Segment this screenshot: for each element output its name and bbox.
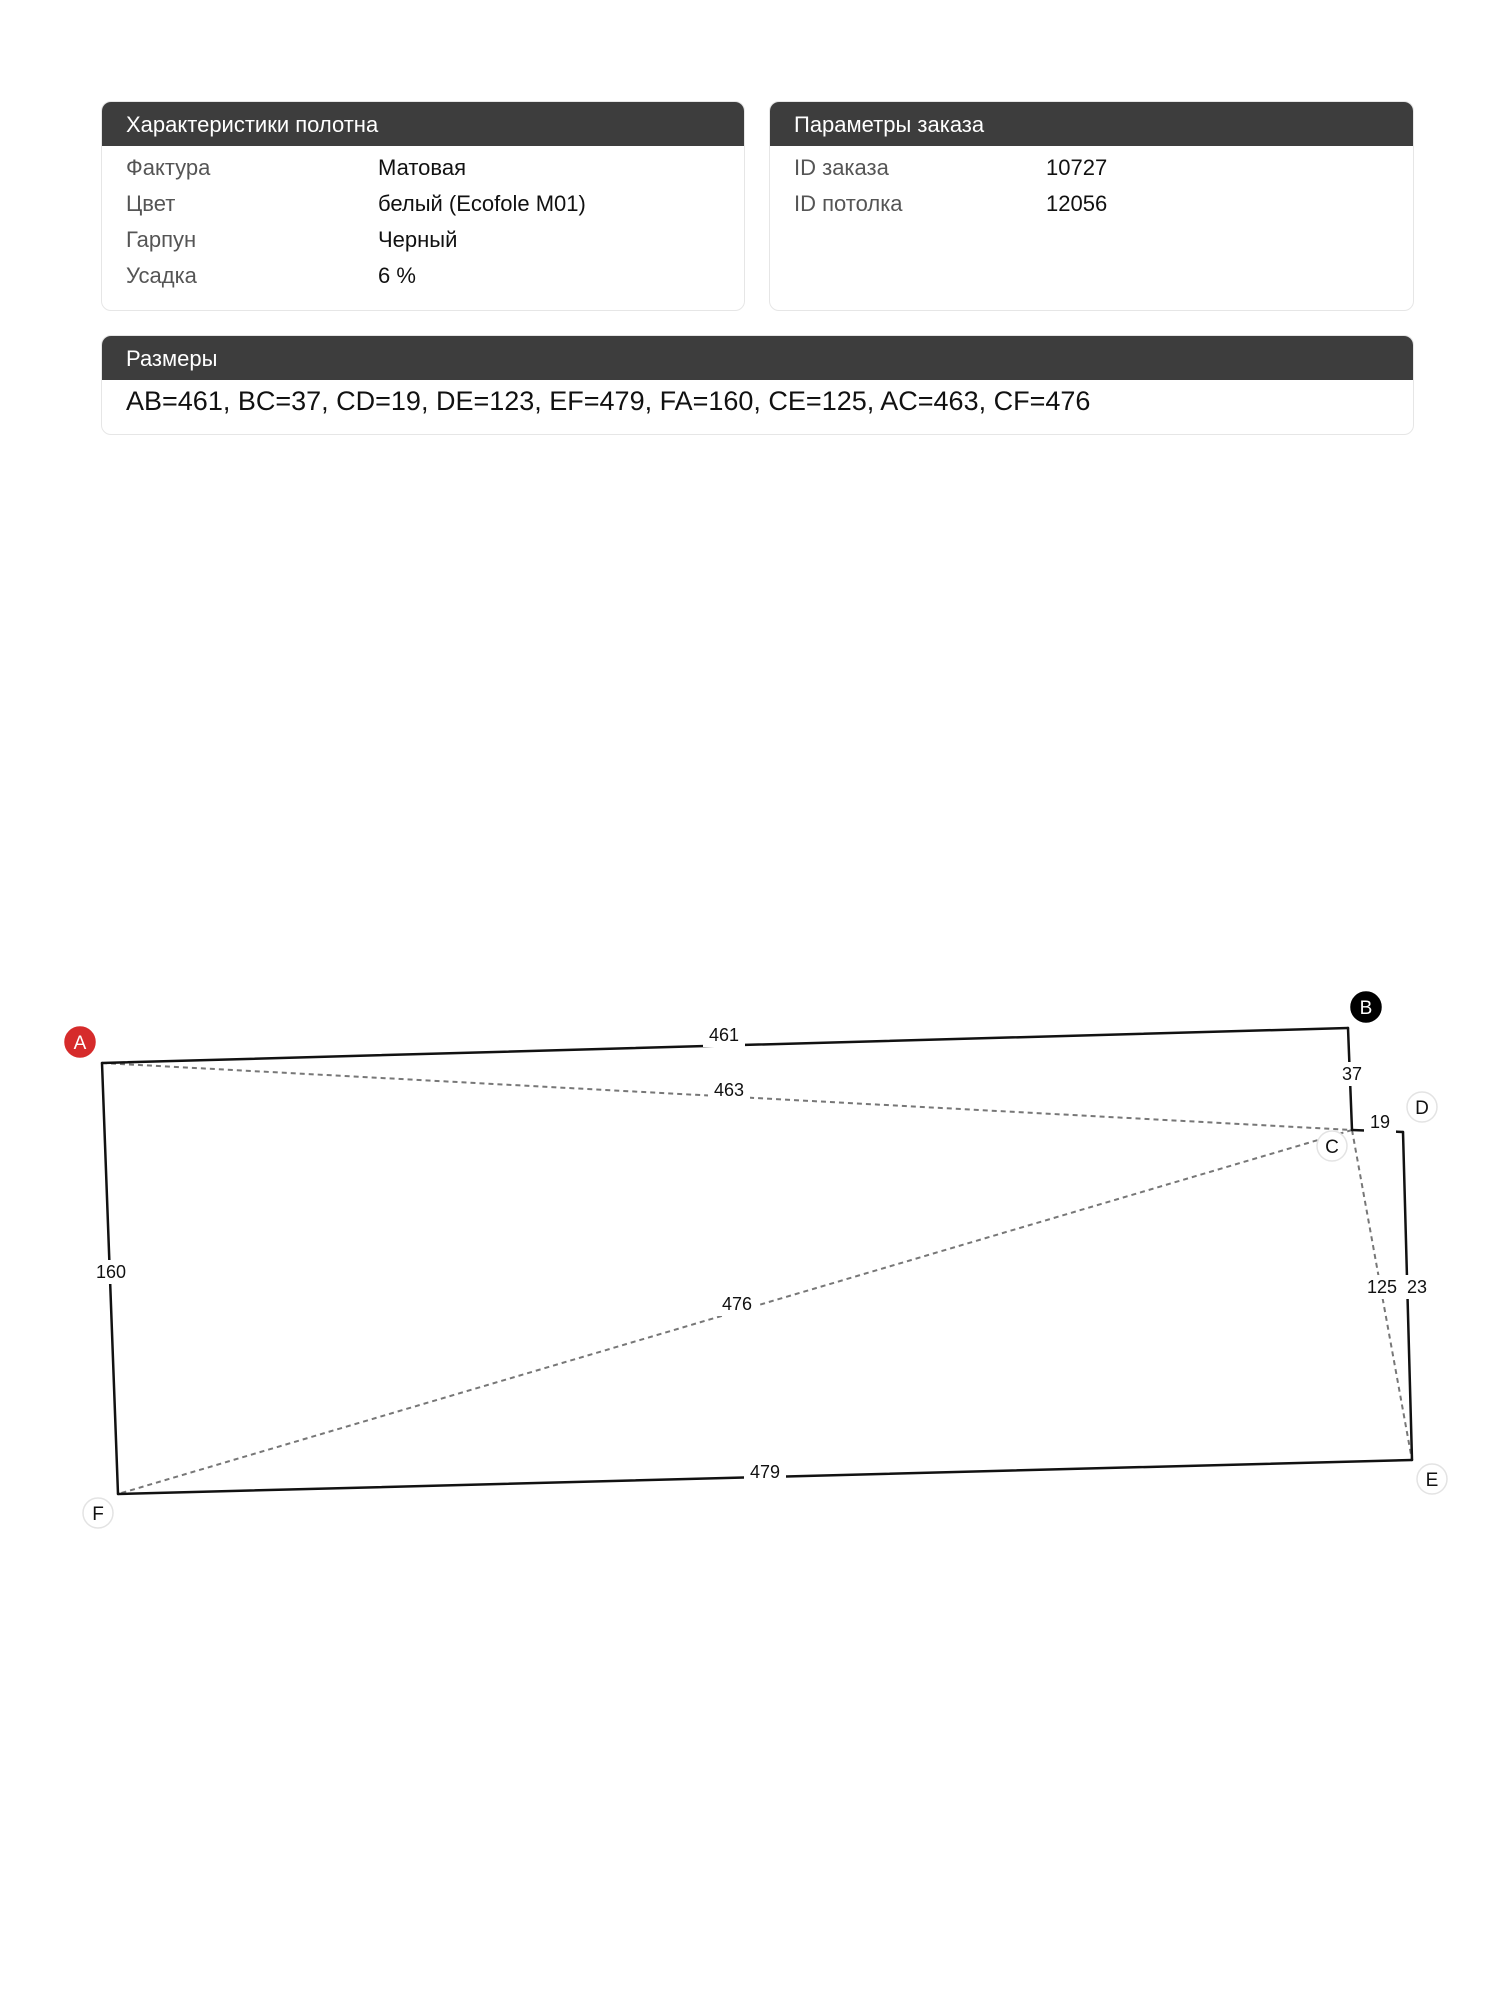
side-fa-label: 160 xyxy=(95,1262,127,1282)
spec-label: Усадка xyxy=(126,263,197,288)
side-de-label: 23 xyxy=(1406,1277,1428,1297)
vertex-d-letter: D xyxy=(1415,1098,1429,1119)
spec-label: Гарпун xyxy=(126,227,197,252)
side-bc-label: 37 xyxy=(1341,1064,1363,1084)
diagonal-ac-label: 463 xyxy=(713,1080,745,1100)
spec-label: Фактура xyxy=(126,155,211,180)
order-value: 12056 xyxy=(1046,191,1108,216)
side-cd-label: 19 xyxy=(1369,1112,1391,1132)
vertex-a-letter: A xyxy=(73,1033,87,1054)
spec-value: белый (Ecofole M01) xyxy=(378,191,586,216)
spec-value: Черный xyxy=(378,227,458,252)
vertex-c-letter: C xyxy=(1325,1137,1339,1158)
diagonals-layer xyxy=(102,1063,1412,1494)
order-value: 10727 xyxy=(1046,155,1108,180)
side-ef-label: 479 xyxy=(749,1462,781,1482)
side-ab-label: 461 xyxy=(708,1025,740,1045)
length-labels-layer xyxy=(90,1023,1433,1484)
vertex-b-letter: B xyxy=(1359,998,1373,1019)
vertex-f-letter: F xyxy=(92,1504,104,1525)
diagonal-cf-label: 476 xyxy=(721,1294,753,1314)
spec-label: Цвет xyxy=(126,191,176,216)
order-label: ID заказа xyxy=(794,155,889,180)
canvas-specs-title: Характеристики полотна xyxy=(102,102,744,146)
spec-value: Матовая xyxy=(378,155,466,180)
vertex-e-letter: E xyxy=(1425,1470,1439,1491)
order-params-title: Параметры заказа xyxy=(770,102,1413,146)
sides-layer xyxy=(102,1028,1412,1494)
dimensions-title: Размеры xyxy=(102,336,1413,380)
order-label: ID потолка xyxy=(794,191,903,216)
diagonal-ce-label: 125 xyxy=(1366,1277,1398,1297)
spec-value: 6 % xyxy=(378,263,416,288)
dimensions-text: AB=461, BC=37, CD=19, DE=123, EF=479, FA=160, CE=125, AC=463, CF=476 xyxy=(126,386,1091,416)
